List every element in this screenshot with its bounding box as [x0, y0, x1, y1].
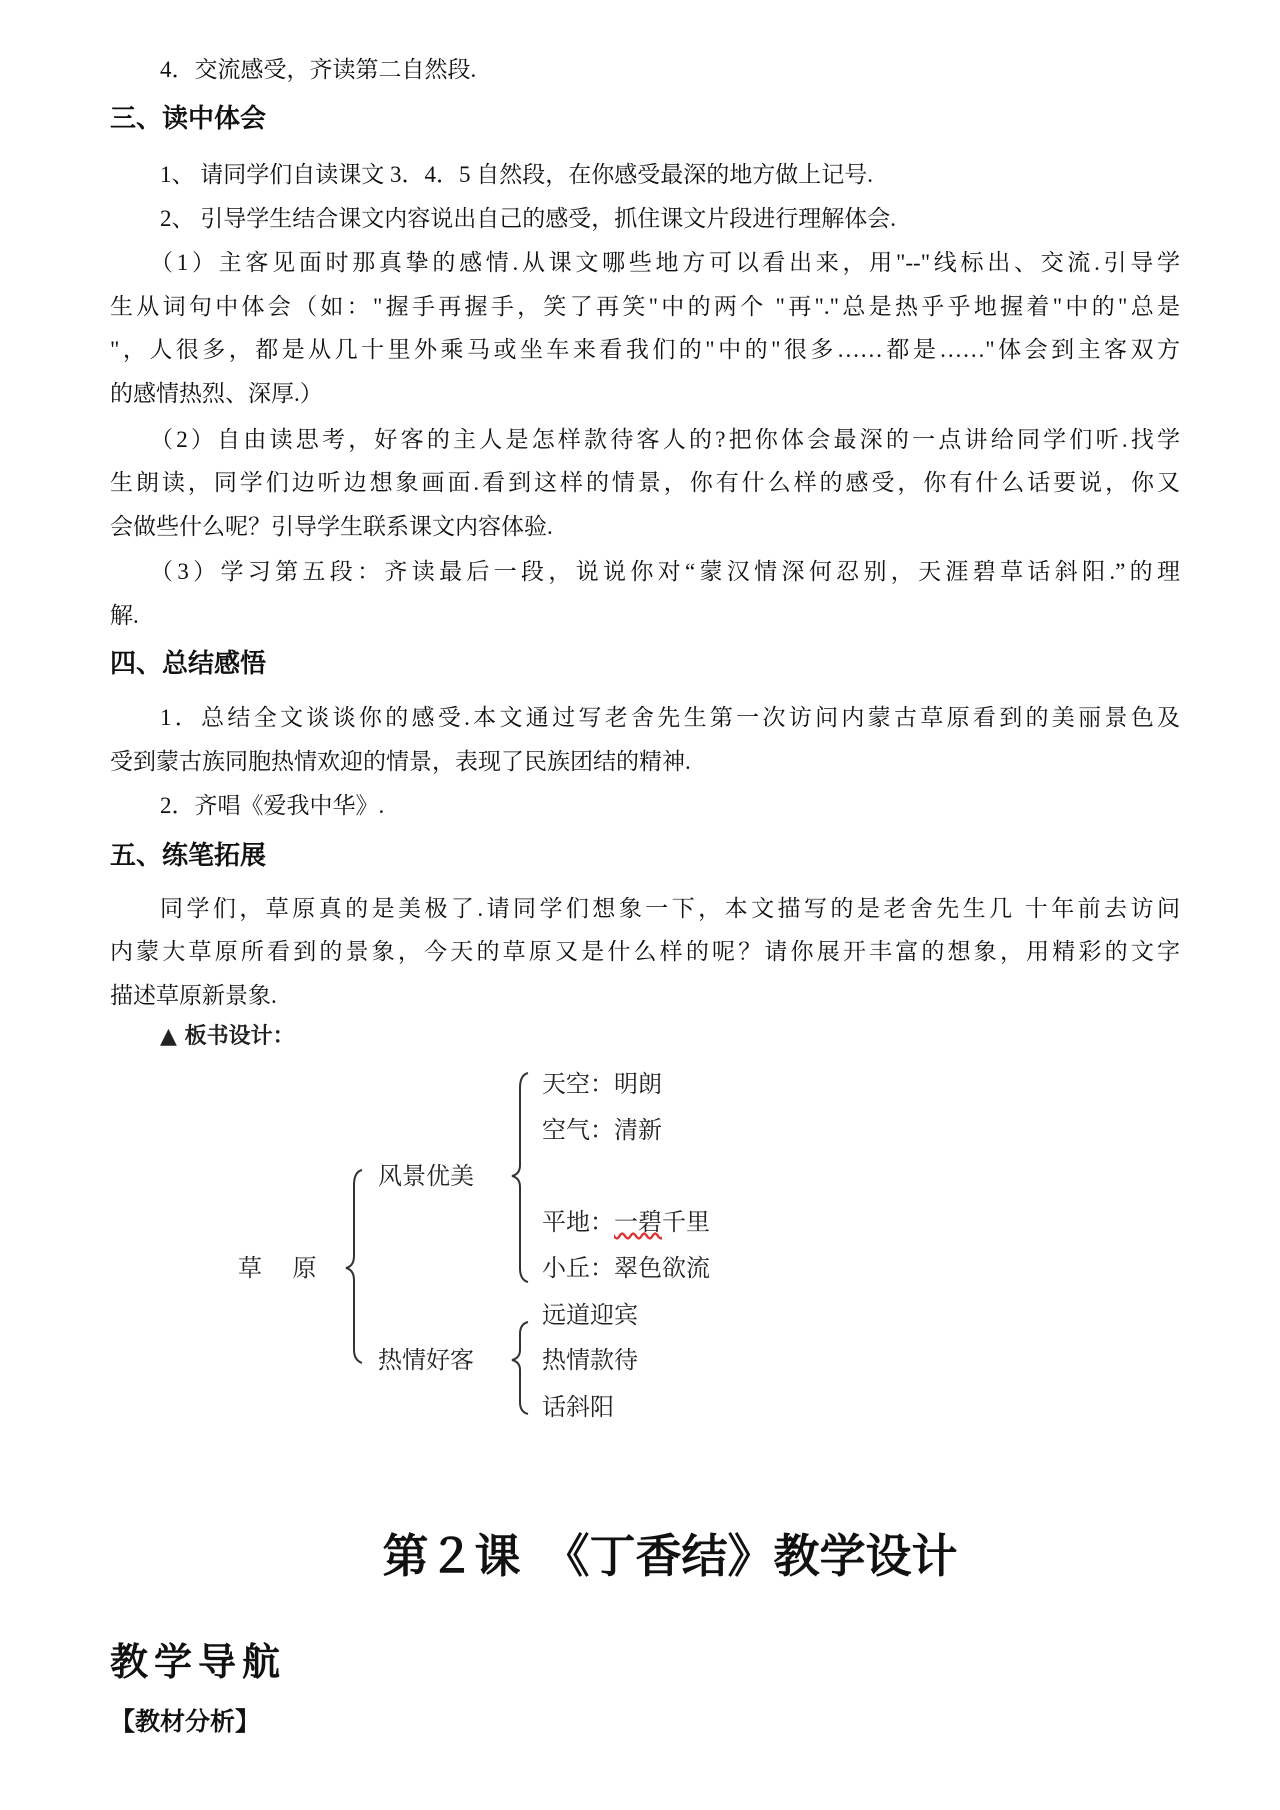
- board-branch-scenery: 风景优美: [378, 1162, 474, 1190]
- board-item: [542, 1207, 710, 1237]
- board-item: 小丘：翠色欲流: [542, 1254, 710, 1282]
- subheading: 【教材分析】: [110, 1707, 261, 1736]
- paragraph-line: "，人很多，都是从几十里外乘马或坐车来看我们的"中的"很多……都是……"体会到主客双方: [110, 337, 1180, 362]
- paragraph-line: 4．交流感受，齐读第二自然段.: [160, 57, 477, 82]
- board-item-rest: 千里: [662, 1208, 710, 1236]
- paragraph-line: 会做些什么呢？引导学生联系课文内容体验.: [110, 514, 553, 539]
- paragraph-line: （2）自由读思考，好客的主人是怎样款待客人的?把你体会最深的一点讲给同学们听.找学: [150, 427, 1180, 452]
- brace-root: [346, 1170, 362, 1363]
- board-design-title: ▲ 板书设计：: [160, 1024, 295, 1049]
- paragraph-line: 的感情热烈、深厚.）: [110, 381, 323, 406]
- board-item-label: 平地：: [542, 1208, 614, 1236]
- paragraph-line: 解.: [110, 603, 139, 628]
- board-branch-hospitality: 热情好客: [378, 1346, 474, 1374]
- list-item: 2．齐唱《爱我中华》.: [160, 793, 385, 818]
- brace-hospitality: [512, 1322, 528, 1414]
- brace-scenery: [512, 1073, 528, 1282]
- paragraph-line: 内蒙大草原所看到的景象，今天的草原又是什么样的呢？请你展开丰富的想象，用精彩的文字: [110, 939, 1180, 964]
- paragraph-line: 同学们，草原真的是美极了.请同学们想象一下，本文描写的是老舍先生几 十年前去访问: [160, 896, 1180, 921]
- list-item: 1、 请同学们自读课文 3．4．5 自然段，在你感受最深的地方做上记号.: [160, 162, 873, 187]
- paragraph-line: 生朗读，同学们边听边想象画面.看到这样的情景，你有什么样的感受，你有什么话要说，你又: [110, 470, 1180, 495]
- section-heading: 三、读中体会: [110, 104, 267, 134]
- board-item: 空气：清新: [542, 1116, 662, 1144]
- board-root: 草 原: [238, 1254, 317, 1282]
- board-item: 话斜阳: [542, 1393, 614, 1421]
- paragraph-line: 受到蒙古族同胞热情欢迎的情景，表现了民族团结的精神.: [110, 749, 691, 774]
- section-heading: 五、练笔拓展: [110, 841, 267, 871]
- section-heading: 四、总结感悟: [110, 649, 267, 679]
- nav-heading: 教学导航: [110, 1640, 287, 1684]
- paragraph-line: 描述草原新景象.: [110, 983, 277, 1008]
- board-item: 远道迎宾: [542, 1301, 638, 1329]
- board-item: 热情款待: [542, 1346, 638, 1374]
- board-item-spellcheck: 一碧: [614, 1208, 662, 1236]
- paragraph-line: （1）主客见面时那真挚的感情.从课文哪些地方可以看出来，用"--"线标出、交流.引导学: [150, 250, 1180, 275]
- paragraph-line: 1．总结全文谈谈你的感受.本文通过写老舍先生第一次访问内蒙古草原看到的美丽景色及: [160, 705, 1180, 730]
- paragraph-line: （3）学习第五段：齐读最后一段，说说你对“蒙汉情深何忍别，天涯碧草话斜阳.”的理: [150, 559, 1180, 584]
- list-item: 2、 引导学生结合课文内容说出自己的感受，抓住课文片段进行理解体会.: [160, 206, 896, 231]
- board-item: 天空：明朗: [542, 1070, 662, 1098]
- paragraph-line: 生从词句中体会（如："握手再握手，笑了再笑"中的两个 "再"."总是热乎乎地握着"中的"总是: [110, 294, 1180, 319]
- lesson-title: 第２课 《丁香结》教学设计: [382, 1529, 958, 1583]
